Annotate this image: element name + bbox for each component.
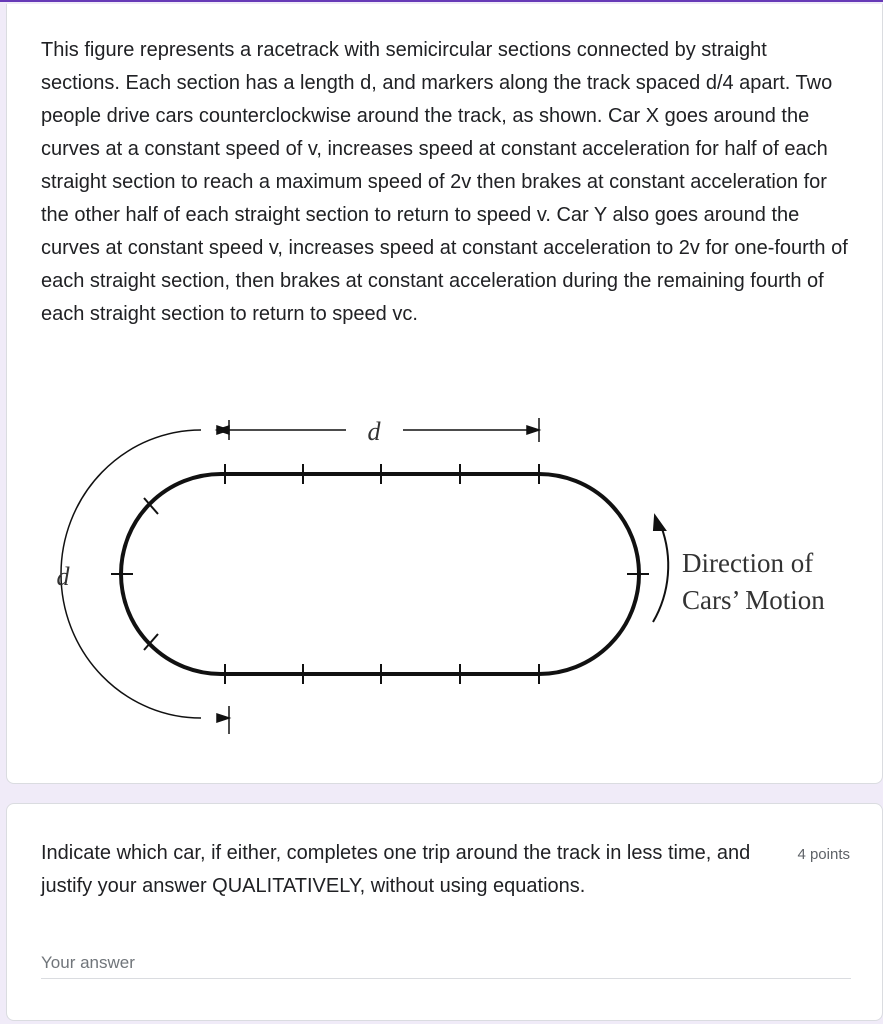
track-markers <box>111 464 649 684</box>
racetrack-figure <box>41 390 881 750</box>
answer-input[interactable] <box>41 948 851 979</box>
left-dimension <box>61 426 229 734</box>
question-card-answer <box>6 803 883 1021</box>
direction-label-line2: Cars’ Motion <box>682 585 825 615</box>
top-dimension-label: d <box>367 417 381 446</box>
form-accent-bar <box>0 0 883 2</box>
question-description: This figure represents a racetrack with semicircular sections connected by straight sections. Each section has a length d, and markers along the track spaced d/4 apart. Two people drive cars counterclockwise around the track, as shown. Car X goes around the curves at a constant speed of v, increases speed at constant acceleration for half of each straight section to reach a maximum speed of 2v then brakes at constant acceleration for the other half of each straight section to return to speed v. Car Y also goes around the curves at constant speed v, increases speed at constant acceleration to 2v for one-fourth of each straight section, then brakes at constant acceleration during the remaining fourth of each straight section to return to speed vc. <box>41 39 848 325</box>
question-card-figure <box>6 4 883 784</box>
racetrack-path <box>121 474 639 674</box>
points-badge: 4 points <box>797 846 850 863</box>
direction-arrow-icon <box>653 516 668 622</box>
direction-label-line1: Direction of <box>682 548 814 578</box>
question-text: Indicate which car, if either, completes one trip around the track in less time, and justify your answer QUALITATIVELY, without using equations. <box>41 842 751 897</box>
left-dimension-label: d <box>56 562 70 591</box>
